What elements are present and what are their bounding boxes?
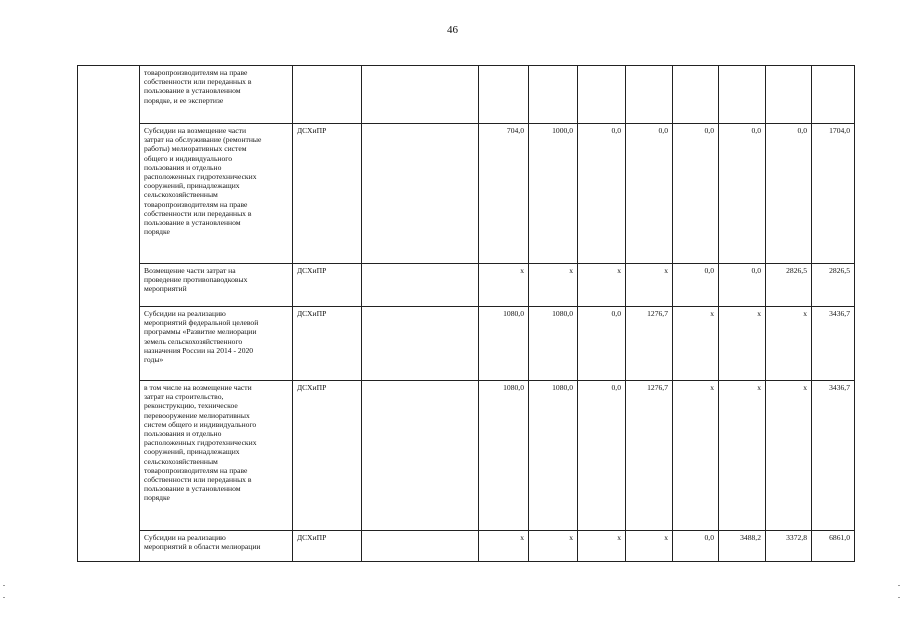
value-cell: [578, 66, 626, 124]
empty-cell: [362, 381, 479, 531]
value-cell: x: [578, 531, 626, 562]
value-cell: 0,0: [673, 124, 719, 264]
value-cell: 0,0: [766, 124, 812, 264]
value-cell: [766, 66, 812, 124]
value-cell: x: [626, 264, 673, 307]
description-cell: в том числе на возмещение части затрат на строительство, реконструкцию, техническое перевооружение мелиоративных систем общего и индивидуального пользования и отдельно расположенных гидротехнических сооружений, принадлежащих сельскохозяйственным товаропроизводителям на праве собственности или переданных в пользование в установленном порядке: [140, 381, 293, 531]
value-cell: 0,0: [626, 124, 673, 264]
value-cell: x: [719, 381, 766, 531]
value-cell: x: [479, 531, 529, 562]
empty-cell: [362, 531, 479, 562]
value-cell: x: [766, 381, 812, 531]
value-cell: 3488,2: [719, 531, 766, 562]
value-cell: 0,0: [578, 381, 626, 531]
value-cell: x: [626, 531, 673, 562]
value-cell: 1000,0: [529, 124, 578, 264]
table-row: [78, 124, 855, 264]
value-cell: [673, 66, 719, 124]
value-cell: x: [673, 381, 719, 531]
empty-cell: [362, 66, 479, 124]
table-row: [78, 381, 855, 531]
scan-speck: [898, 597, 900, 598]
value-cell: 1080,0: [479, 307, 529, 381]
description-cell: Субсидии на возмещение части затрат на обслуживание (ремонтные работы) мелиоративных систем общего и индивидуального пользования и отдельно расположенных гидротехнических сооружений, принадлежащих сельскохозяйственным товаропроизводителям на праве собственности или переданных в пользование в установленном порядке: [140, 124, 293, 264]
value-cell: 1276,7: [626, 307, 673, 381]
page-number: 46: [447, 24, 458, 36]
value-cell: 1080,0: [479, 381, 529, 531]
value-cell: 0,0: [673, 531, 719, 562]
value-cell: 2826,5: [812, 264, 855, 307]
empty-cell: [362, 307, 479, 381]
value-cell: 0,0: [673, 264, 719, 307]
value-cell: x: [673, 307, 719, 381]
value-cell: [626, 66, 673, 124]
executor-cell: ДСХиПР: [293, 531, 362, 562]
executor-cell: ДСХиПР: [293, 307, 362, 381]
executor-cell: ДСХиПР: [293, 264, 362, 307]
value-cell: x: [479, 264, 529, 307]
scan-speck: [3, 597, 5, 598]
description-cell: Субсидии на реализацию мероприятий в области мелиорации: [140, 531, 293, 562]
description-cell: Возмещение части затрат на проведение противопаводковых мероприятий: [140, 264, 293, 307]
value-cell: 704,0: [479, 124, 529, 264]
value-cell: 3372,8: [766, 531, 812, 562]
value-cell: [479, 66, 529, 124]
subsidy-table: [77, 65, 855, 562]
value-cell: 1704,0: [812, 124, 855, 264]
executor-cell: ДСХиПР: [293, 124, 362, 264]
value-cell: 0,0: [578, 307, 626, 381]
table-row: [78, 66, 855, 124]
table-row: [78, 531, 855, 562]
value-cell: 1080,0: [529, 381, 578, 531]
empty-cell: [362, 124, 479, 264]
value-cell: x: [719, 307, 766, 381]
value-cell: [812, 66, 855, 124]
empty-cell: [78, 66, 140, 562]
value-cell: 0,0: [719, 264, 766, 307]
value-cell: 0,0: [578, 124, 626, 264]
value-cell: 3436,7: [812, 381, 855, 531]
value-cell: 2826,5: [766, 264, 812, 307]
value-cell: 0,0: [719, 124, 766, 264]
table-row: [78, 264, 855, 307]
executor-cell: ДСХиПР: [293, 381, 362, 531]
executor-cell: [293, 66, 362, 124]
value-cell: x: [529, 531, 578, 562]
empty-cell: [362, 264, 479, 307]
value-cell: x: [529, 264, 578, 307]
value-cell: 1276,7: [626, 381, 673, 531]
value-cell: x: [766, 307, 812, 381]
table-row: [78, 307, 855, 381]
value-cell: x: [578, 264, 626, 307]
value-cell: 3436,7: [812, 307, 855, 381]
value-cell: [529, 66, 578, 124]
description-cell: Субсидии на реализацию мероприятий федеральной целевой программы «Развитие мелиорации земель сельскохозяйственного назначения России на 2014 - 2020 годы»: [140, 307, 293, 381]
scan-speck: [3, 585, 5, 586]
description-cell: товаропроизводителям на праве собственности или переданных в пользование в установленном порядке, и ее экспертизе: [140, 66, 293, 124]
value-cell: 6861,0: [812, 531, 855, 562]
value-cell: [719, 66, 766, 124]
scan-speck: [898, 585, 900, 586]
value-cell: 1080,0: [529, 307, 578, 381]
